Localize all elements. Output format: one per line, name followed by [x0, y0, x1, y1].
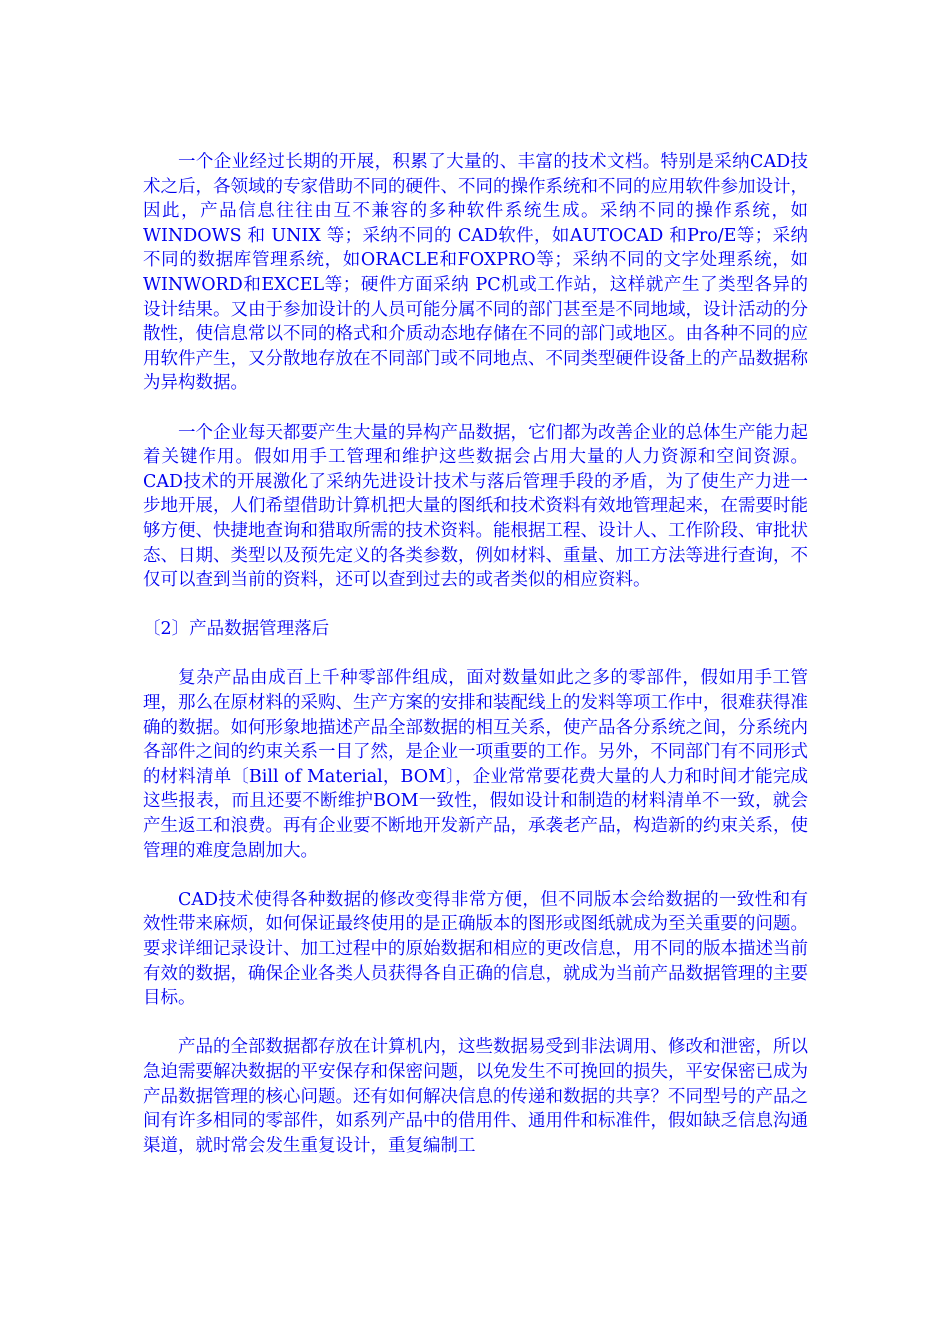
- section-heading: 〔2〕产品数据管理落后: [143, 619, 330, 640]
- document-body: [143, 150, 808, 1183]
- paragraph-version-control: CAD技术使得各种数据的修改变得非常方便，但不同版本会给数据的一致性和有效性带来麻烦，如何保证最终使用的是正确版本的图形或图纸就成为至关重要的问题。要求详细记录设计、加工过程中的原始数据和相应的更改信息，用不同的版本描述当前有效的数据，确保企业各类人员获得各自正确的信息，就成为当前产品数据管理的主要目标。: [143, 889, 808, 1009]
- paragraph-heterogeneous-data: 一个企业经过长期的开展，积累了大量的、丰富的技术文档。特别是采纳CAD技术之后，各领域的专家借助不同的硬件、不同的操作系统和不同的应用软件参加设计，因此，产品信息往往由互不兼容的多种软件系统生成。采纳不同的操作系统，如WINDOWS 和 UNIX 等；采纳不同的 CAD软件，如AUTOCAD 和Pro/E等；采纳不同的数据库管理系统，如ORACLE和FOXPRO等；采纳不同的文字处理系统，如WINWORD和EXCEL等；硬件方面采纳 PC机或工作站，这样就产生了类型各异的设计结果。又由于参加设计的人员可能分属不同的部门甚至是不同地域，设计活动的分散性，使信息常以不同的格式和介质动态地存储在不同的部门或地区。由各种不同的应用软件产生，又分散地存放在不同部门或不同地点、不同类型硬件设备上的产品数据称为异构数据。: [143, 152, 808, 394]
- paragraph-data-volume: 一个企业每天都要产生大量的异构产品数据，它们都为改善企业的总体生产能力起着关键作用。假如用手工管理和维护这些数据会占用大量的人力资源和空间资源。CAD技术的开展激化了采纳先进设计技术与落后管理手段的矛盾，为了使生产力进一步地开展，人们希望借助计算机把大量的图纸和技术资料有效地管理起来，在需要时能够方便、快捷地查询和猎取所需的技术资料。能根据工程、设计人、工作阶段、审批状态、日期、类型以及预先定义的各类参数，例如材料、重量、加工方法等进行查询，不仅可以查到当前的资料，还可以查到过去的或者类似的相应资料。: [143, 422, 808, 591]
- paragraph-bom-management: 复杂产品由成百上千种零部件组成，面对数量如此之多的零部件，假如用手工管理，那么在原材料的采购、生产方案的安排和装配线上的发料等项工作中，很难获得准确的数据。如何形象地描述产品全部数据的相互关系，使产品各分系统之间，分系统内各部件之间的约束关系一目了然，是企业一项重要的工作。另外，不同部门有不同形式的材料清单〔Bill of Material，BOM〕，企业常常要花费大量的人力和时间才能完成这些报表，而且还要不断维护BOM一致性，假如设计和制造的材料清单不一致，就会产生返工和浪费。再有企业要不断地开发新产品，承袭老产品，构造新的约束关系，使管理的难度急剧加大。: [143, 668, 808, 861]
- paragraph-data-security: 产品的全部数据都存放在计算机内，这些数据易受到非法调用、修改和泄密，所以急迫需要解决数据的平安保存和保密问题，以免发生不可挽回的损失，平安保密已成为产品数据管理的核心问题。还有如何解决信息的传递和数据的共享？不同型号的产品之间有许多相同的零部件，如系列产品中的借用件、通用件和标准件，假如缺乏信息沟通渠道，就时常会发生重复设计，重复编制工: [143, 1037, 808, 1156]
